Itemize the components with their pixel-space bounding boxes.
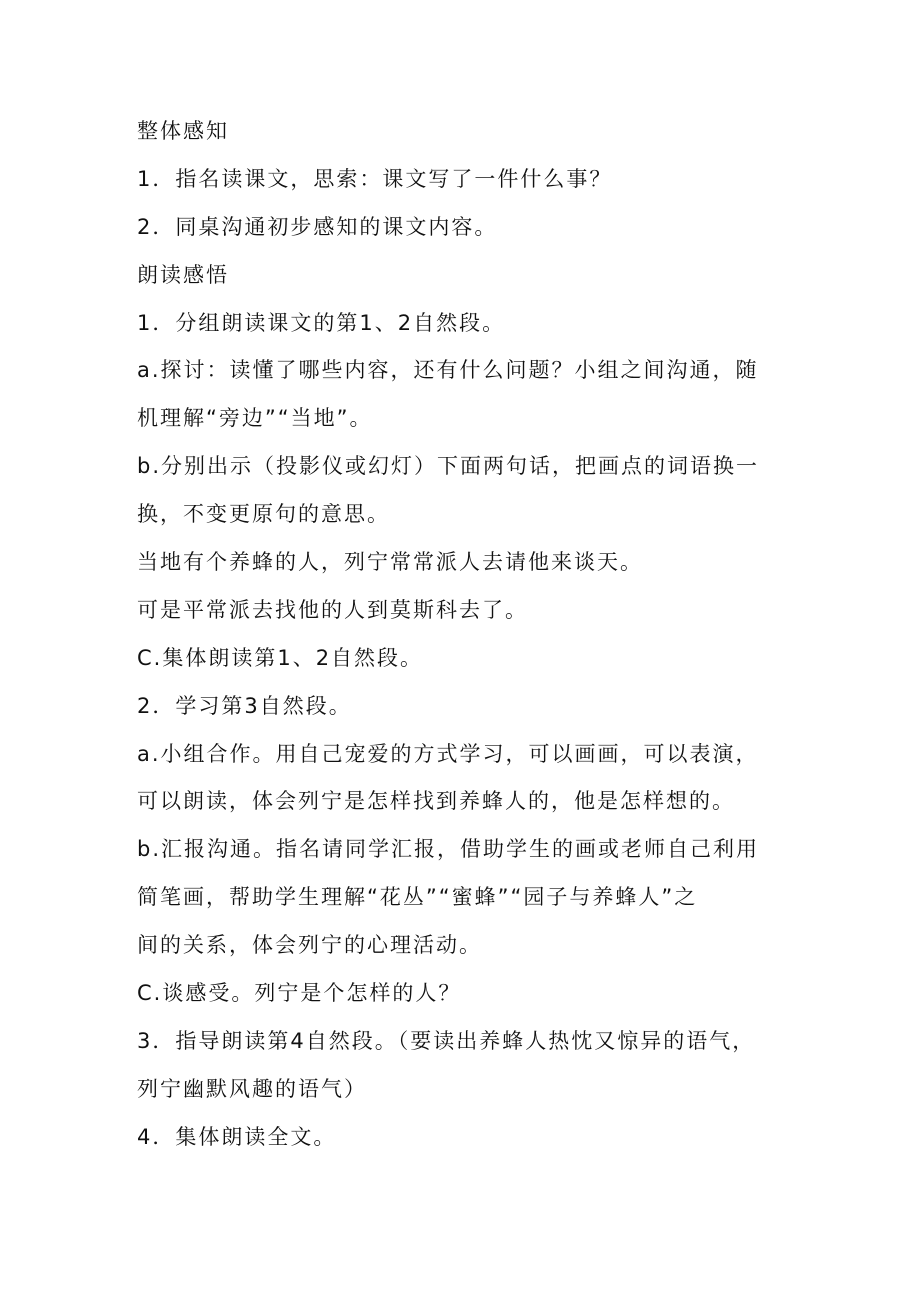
example-sentence: 可是平常派去找他的人到莫斯科去了。 bbox=[137, 597, 528, 622]
paragraph-line: b.汇报沟通。指名请同学汇报，借助学生的画或老师自己利用 bbox=[137, 837, 760, 862]
list-item: 2．同桌沟通初步感知的课文内容。 bbox=[137, 214, 498, 239]
list-item: 1．指名读课文，思索：课文写了一件什么事？ bbox=[137, 166, 613, 191]
example-sentence: 当地有个养蜂的人，列宁常常派人去请他来谈天。 bbox=[137, 550, 643, 575]
paragraph-line: 间的关系，体会列宁的心理活动。 bbox=[137, 933, 482, 958]
paragraph-line: C.谈感受。列宁是个怎样的人？ bbox=[137, 981, 462, 1006]
paragraph-line: 简笔画，帮助学生理解“花丛”“蜜蜂”“园子与养蜂人”之 bbox=[137, 885, 698, 910]
paragraph-line: 列宁幽默风趣的语气） bbox=[137, 1076, 367, 1101]
list-item: 2．学习第3自然段。 bbox=[137, 693, 352, 718]
paragraph-line: a.探讨：读懂了哪些内容，还有什么问题？小组之间沟通，随 bbox=[137, 358, 759, 383]
section-heading-overall-perception: 整体感知 bbox=[137, 119, 229, 143]
paragraph-line: 可以朗读，体会列宁是怎样找到养蜂人的，他是怎样想的。 bbox=[137, 789, 735, 814]
list-item: 3．指导朗读第4自然段。（要读出养蜂人热忱又惊异的语气， bbox=[137, 1028, 756, 1053]
section-heading-reading-comprehension: 朗读感悟 bbox=[137, 262, 229, 287]
paragraph-line: b.分别出示（投影仪或幻灯）下面两句话，把画点的词语换一 bbox=[137, 454, 760, 479]
list-item: 4．集体朗读全文。 bbox=[137, 1124, 337, 1149]
paragraph-line: 换，不变更原句的意思。 bbox=[137, 502, 390, 527]
paragraph-line: 机理解“旁边”“当地”。 bbox=[137, 406, 373, 431]
paragraph-line: C.集体朗读第1、2自然段。 bbox=[137, 645, 424, 670]
document-body bbox=[137, 108, 787, 1162]
list-item: 1．分组朗读课文的第1、2自然段。 bbox=[137, 310, 506, 335]
paragraph-line: a.小组合作。用自己宠爱的方式学习，可以画画，可以表演， bbox=[137, 741, 759, 766]
